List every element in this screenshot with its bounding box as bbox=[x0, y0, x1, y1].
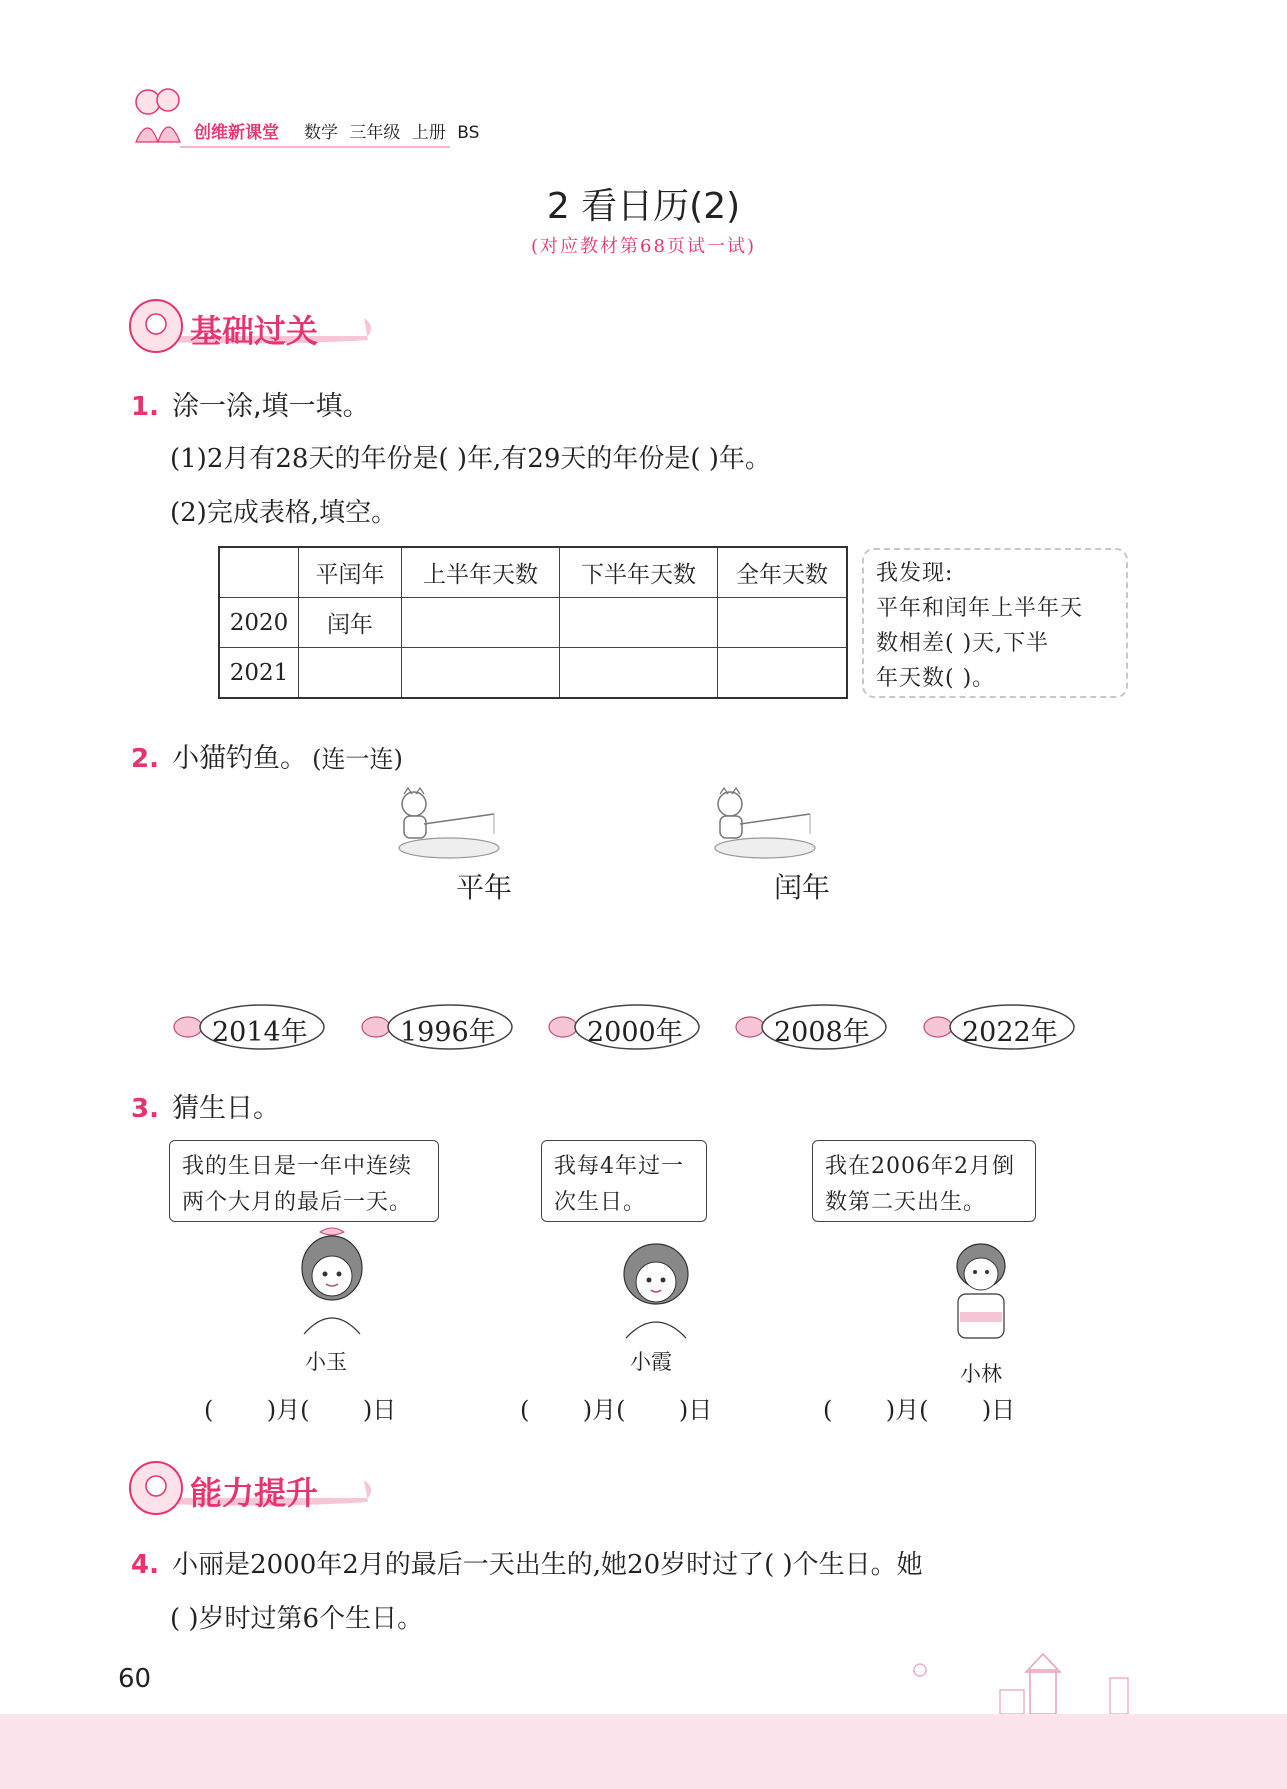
boy-avatar-icon bbox=[948, 1240, 1014, 1352]
question-1-part-2: (2)完成表格,填空。 bbox=[170, 498, 398, 528]
section-title-basic: 基础过关 bbox=[190, 312, 319, 350]
castle-decoration-icon bbox=[880, 1650, 1180, 1720]
discovery-title: 我发现: bbox=[876, 561, 954, 586]
fish-item[interactable] bbox=[543, 1002, 703, 1052]
question-4 bbox=[131, 1544, 923, 1581]
table-cell[interactable] bbox=[402, 648, 560, 699]
question-2-header bbox=[131, 736, 403, 775]
speech-bubble bbox=[169, 1140, 439, 1222]
section-banner-basic bbox=[128, 296, 378, 356]
question-1-part-1: (1)2月有28天的年份是( )年,有29天的年份是( )年。 bbox=[170, 444, 771, 474]
page-title: 2 看日历(2) bbox=[546, 186, 741, 227]
discovery-line: 年天数( )。 bbox=[876, 666, 996, 691]
fish-item[interactable] bbox=[918, 1002, 1078, 1052]
answer-blank[interactable]: ( )月( )日 bbox=[520, 1396, 713, 1424]
table-cell[interactable] bbox=[402, 598, 560, 648]
question-number: 2. bbox=[131, 744, 159, 774]
speech-line: 数第二天出生。 bbox=[825, 1190, 987, 1215]
speech-line: 我每4年过一 bbox=[554, 1154, 684, 1179]
fish-label: 2014年 bbox=[212, 1017, 308, 1048]
table-header-cell: 下半年天数 bbox=[560, 547, 718, 598]
section-title-advanced: 能力提升 bbox=[190, 1474, 319, 1512]
cat-label-leap-year: 闰年 bbox=[774, 871, 831, 904]
fish-label: 2022年 bbox=[962, 1017, 1058, 1048]
page-subtitle: (对应教材第68页试一试) bbox=[531, 236, 756, 257]
girl-avatar-icon bbox=[292, 1226, 372, 1336]
speech-line: 两个大月的最后一天。 bbox=[182, 1190, 413, 1215]
fish-item[interactable] bbox=[356, 1002, 516, 1052]
table-cell: 2021 bbox=[219, 648, 299, 699]
table-header-cell: 平闰年 bbox=[299, 547, 402, 598]
kid-name: 小霞 bbox=[630, 1350, 672, 1374]
table-row bbox=[219, 598, 847, 648]
table-row bbox=[219, 648, 847, 699]
question-hint: (连一连) bbox=[312, 745, 403, 773]
discovery-box bbox=[862, 548, 1128, 698]
fish-label: 2008年 bbox=[774, 1017, 870, 1048]
calendar-table bbox=[218, 546, 848, 699]
table-cell[interactable] bbox=[560, 598, 718, 648]
table-cell[interactable] bbox=[718, 648, 848, 699]
cat-label-common-year: 平年 bbox=[456, 871, 513, 904]
footer-band bbox=[0, 1714, 1287, 1789]
table-cell[interactable] bbox=[718, 598, 848, 648]
table-header-row bbox=[219, 547, 847, 598]
section-banner-advanced bbox=[128, 1458, 378, 1518]
question-title: 小猫钓鱼。 bbox=[172, 743, 308, 774]
brand-name: 创维新课堂 bbox=[194, 123, 279, 143]
fish-label: 2000年 bbox=[587, 1017, 683, 1048]
table-header-cell bbox=[219, 547, 299, 598]
question-number: 1. bbox=[131, 392, 159, 422]
kid-name: 小玉 bbox=[305, 1350, 347, 1374]
header-underline bbox=[180, 146, 450, 148]
fish-item[interactable] bbox=[168, 1002, 328, 1052]
book-subject: 数学 三年级 上册 BS bbox=[304, 123, 480, 143]
discovery-line: 数相差( )天,下半 bbox=[876, 631, 1050, 656]
table-header-cell: 全年天数 bbox=[718, 547, 848, 598]
table-cell[interactable] bbox=[560, 648, 718, 699]
question-title: 猜生日。 bbox=[172, 1093, 281, 1124]
question-4-line-2: ( )岁时过第6个生日。 bbox=[170, 1604, 424, 1634]
question-title: 涂一涂,填一填。 bbox=[172, 391, 370, 422]
question-4-line-1: 小丽是2000年2月的最后一天出生的,她20岁时过了( )个生日。她 bbox=[172, 1550, 923, 1580]
girl-avatar-icon bbox=[616, 1236, 696, 1340]
fish-label: 1996年 bbox=[400, 1017, 496, 1048]
fishing-cat-icon bbox=[394, 786, 504, 862]
speech-line: 我在2006年2月倒 bbox=[825, 1154, 1015, 1179]
question-3-header bbox=[131, 1086, 280, 1125]
kid-name: 小林 bbox=[960, 1362, 1002, 1386]
table-cell: 闰年 bbox=[299, 598, 402, 648]
fishing-cat-icon bbox=[710, 786, 820, 862]
answer-blank[interactable]: ( )月( )日 bbox=[204, 1396, 397, 1424]
question-1-header bbox=[131, 384, 370, 423]
table-cell[interactable] bbox=[299, 648, 402, 699]
question-number: 3. bbox=[131, 1094, 159, 1124]
speech-line: 我的生日是一年中连续 bbox=[182, 1154, 413, 1179]
speech-bubble bbox=[812, 1140, 1036, 1222]
page-number: 60 bbox=[118, 1664, 152, 1694]
speech-line: 次生日。 bbox=[554, 1190, 647, 1215]
kids-logo-icon bbox=[128, 82, 188, 152]
table-cell: 2020 bbox=[219, 598, 299, 648]
discovery-line: 平年和闰年上半年天 bbox=[876, 596, 1084, 621]
speech-bubble bbox=[541, 1140, 707, 1222]
table-header-cell: 上半年天数 bbox=[402, 547, 560, 598]
answer-blank[interactable]: ( )月( )日 bbox=[823, 1396, 1016, 1424]
question-number: 4. bbox=[131, 1550, 159, 1580]
fish-item[interactable] bbox=[730, 1002, 890, 1052]
